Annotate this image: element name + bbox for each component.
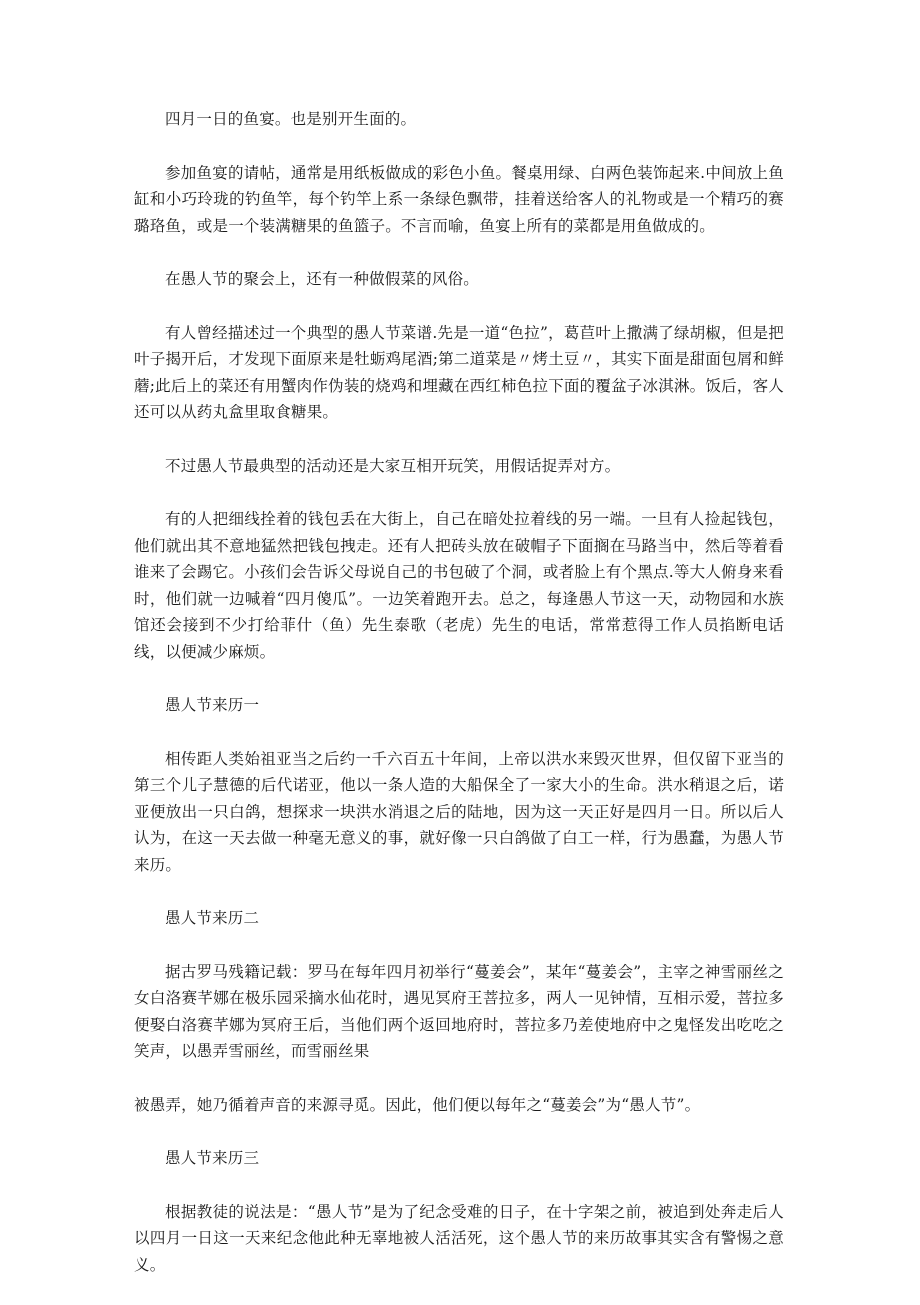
paragraph-fish-banquet-intro: 四月一日的鱼宴。也是别开生面的。	[165, 110, 417, 128]
paragraph-pranks-intro: 不过愚人节最典型的活动还是大家互相开玩笑，用假话捉弄对方。	[165, 456, 621, 475]
paragraph-pranks-details: 有的人把细线拴着的钱包丢在大街上，自己在暗处拉着线的另一端。一旦有人捡起钱包，他们就出其不意地猛然把钱包拽走。还有人把砖头放在破帽子下面搁在马路当中，然后等着看谁来了会踢它。小孩们会告诉父母说自己的书包破了个洞，或者脸上有个黑点.等大人俯身来看时，他们就一边喊着“四月傻瓜”。一边笑着跑开去。总之，每逢愚人节这一天，动物园和水族馆还会接到不少打给菲什（鱼）先生泰歌（老虎）先生的电话，常常惹得工作人员掐断电话线，以便减少麻烦。	[134, 510, 784, 661]
document-body	[134, 106, 784, 1305]
paragraph-origin-one: 相传距人类始祖亚当之后约一千六百五十年间，上帝以洪水来毁灭世界，但仅留下亚当的第三个儿子慧德的后代诺亚，他以一条人造的大船保全了一家大小的生命。洪水稍退之后，诺亚便放出一只白鸽，想探求一块洪水消退之后的陆地，因为这一天正好是四月一日。所以后人认为，在这一天去做一种毫无意义的事，就好像一只白鸽做了白工一样，行为愚蠢，为愚人节来历。	[134, 749, 784, 874]
heading-origin-one: 愚人节来历一	[165, 696, 260, 714]
paragraph-fake-menu: 有人曾经描述过一个典型的愚人节菜谱.先是一道“色拉”，葛苣叶上撒满了绿胡椒，但是把叶子揭开后，才发现下面原来是牡蛎鸡尾酒;第二道菜是〃烤土豆〃，其实下面是甜面包屑和鲜蘑;此后上的菜还有用蟹肉作伪装的烧鸡和埋藏在西红柿色拉下面的覆盆子冰淇淋。饭后，客人还可以从药丸盒里取食糖果。	[134, 323, 784, 421]
paragraph-fish-banquet-details: 参加鱼宴的请帖，通常是用纸板做成的彩色小鱼。餐桌用绿、白两色装饰起来.中间放上鱼缸和小巧玲珑的钓鱼竿，每个钓竿上系一条绿色飘带，挂着送给客人的礼物或是一个精巧的赛璐珞鱼，或是一个装满糖果的鱼篮子。不言而喻，鱼宴上所有的菜都是用鱼做成的。	[134, 163, 784, 235]
paragraph-origin-three: 根据教徒的说法是：“愚人节”是为了纪念受难的日子，在十字架之前，被追到处奔走后人以四月一日这一天来纪念他此种无辜地被人活活死，这个愚人节的来历故事其实含有警惕之意义。	[134, 1202, 784, 1274]
paragraph-fake-dishes-intro: 在愚人节的聚会上，还有一种做假菜的风俗。	[165, 270, 480, 288]
heading-origin-three: 愚人节来历三	[165, 1149, 260, 1167]
paragraph-origin-two-continued: 被愚弄，她乃循着声音的来源寻觅。因此，他们便以每年之“蔓姜会”为“愚人节”。	[134, 1095, 701, 1114]
paragraph-origin-two: 据古罗马残籍记载：罗马在每年四月初举行“蔓姜会”，某年“蔓姜会”，主宰之神雪丽丝之女白洛赛芊娜在极乐园采摘水仙花时，遇见冥府王菩拉多，两人一见钟情，互相示爱，菩拉多便娶白洛赛芊娜为冥府王后，当他们两个返回地府时，菩拉多乃差使地府中之鬼怪发出吃吃之笑声，以愚弄雪丽丝，而雪丽丝果	[134, 962, 784, 1060]
heading-origin-two: 愚人节来历二	[165, 909, 260, 927]
